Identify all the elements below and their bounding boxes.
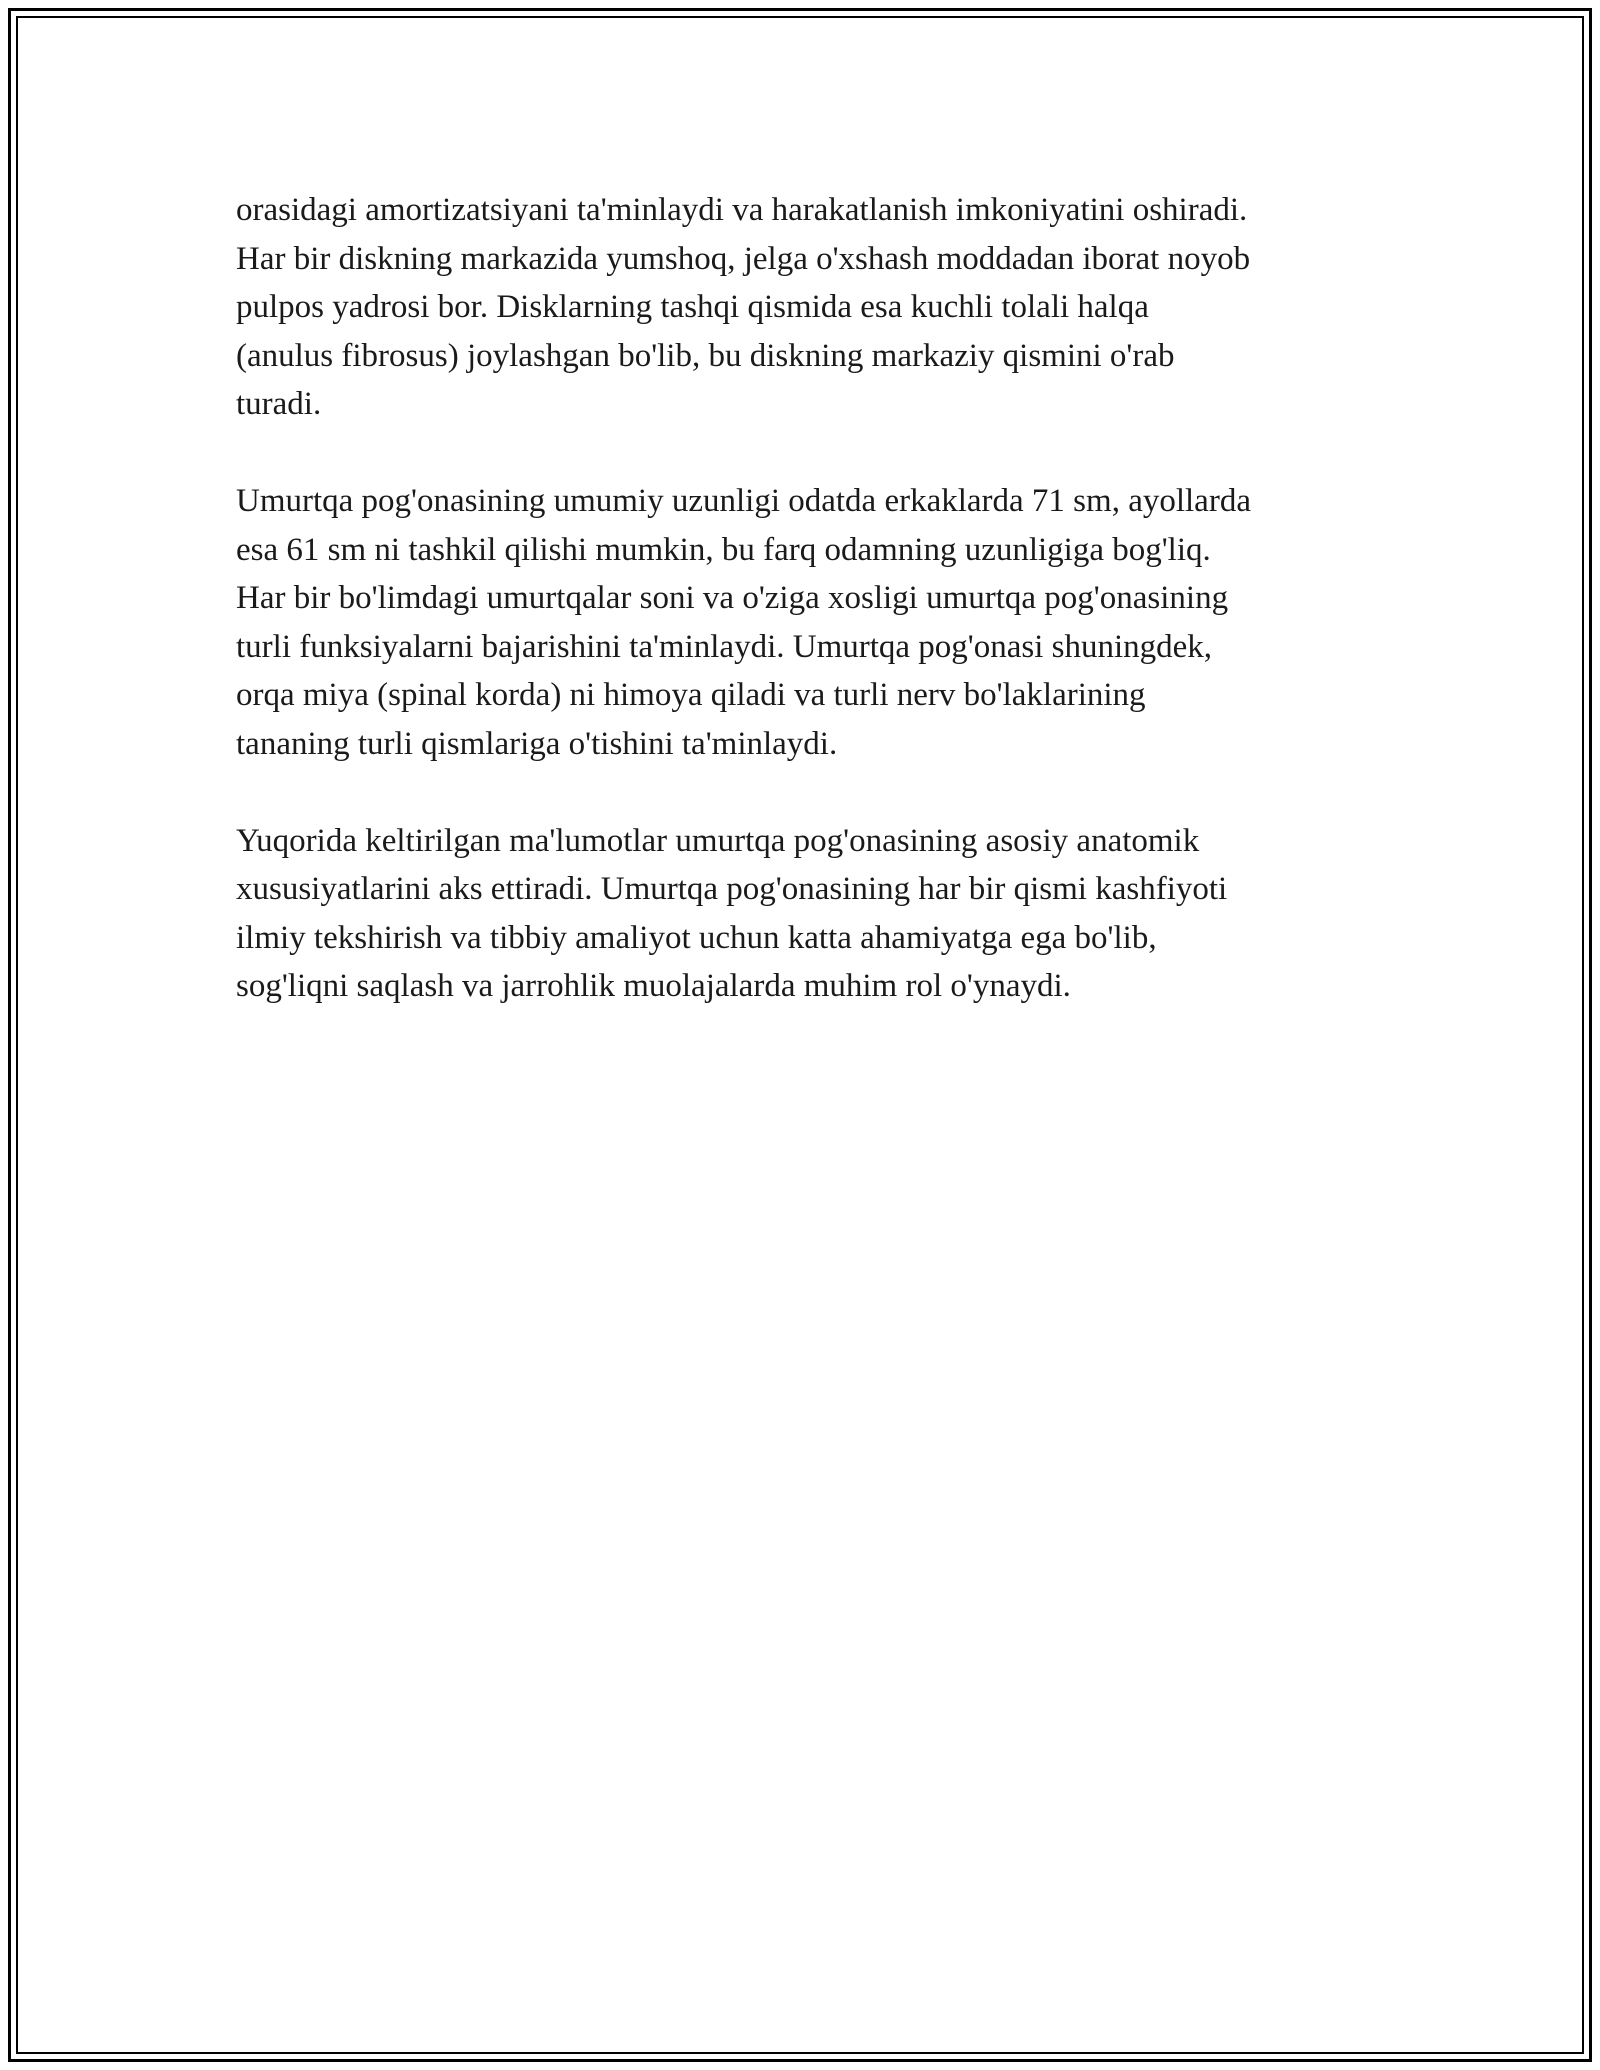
paragraph-3 xyxy=(236,817,1386,1011)
text-line: sog'liqni saqlash va jarrohlik muolajalarda muhim rol o'ynaydi. xyxy=(236,968,1071,1004)
paragraph-1 xyxy=(236,186,1386,429)
text-line: turli funksiyalarni bajarishini ta'minlaydi. Umurtqa pog'onasi shuningdek, xyxy=(236,628,1213,665)
paragraph-2 xyxy=(236,477,1386,768)
text-line: orqa miya (spinal korda) ni himoya qiladi va turli nerv bo'laklarining xyxy=(236,677,1146,713)
text-line: orasidagi amortizatsiyani ta'minlaydi va harakatlanish imkoniyatini oshiradi. xyxy=(236,192,1248,228)
text-line: turadi. xyxy=(236,386,322,422)
text-line: Har bir bo'limdagi umurtqalar soni va o'ziga xosligi umurtqa pog'onasining xyxy=(236,580,1229,616)
text-line: Yuqorida keltirilgan ma'lumotlar umurtqa pog'onasining asosiy anatomik xyxy=(236,822,1200,859)
text-line: Har bir diskning markazida yumshoq, jelga o'xshash moddadan iborat noyob xyxy=(236,240,1251,277)
text-line: xususiyatlarini aks ettiradi. Umurtqa pog'onasining har bir qismi kashfiyoti xyxy=(236,871,1228,907)
text-line: (anulus fibrosus) joylashgan bo'lib, bu diskning markaziy qismini o'rab xyxy=(236,337,1175,374)
text-line: pulpos yadrosi bor. Disklarning tashqi qismida esa kuchli tolali halqa xyxy=(236,289,1149,325)
document-body xyxy=(236,186,1386,1011)
text-line: Umurtqa pog'onasining umumiy uzunligi odatda erkaklarda 71 sm, ayollarda xyxy=(236,483,1251,519)
text-line: ilmiy tekshirish va tibbiy amaliyot uchun katta ahamiyatga ega bo'lib, xyxy=(236,919,1157,956)
text-line: esa 61 sm ni tashkil qilishi mumkin, bu farq odamning uzunligiga bog'liq. xyxy=(236,531,1211,568)
text-line: tananing turli qismlariga o'tishini ta'minlaydi. xyxy=(236,725,838,762)
